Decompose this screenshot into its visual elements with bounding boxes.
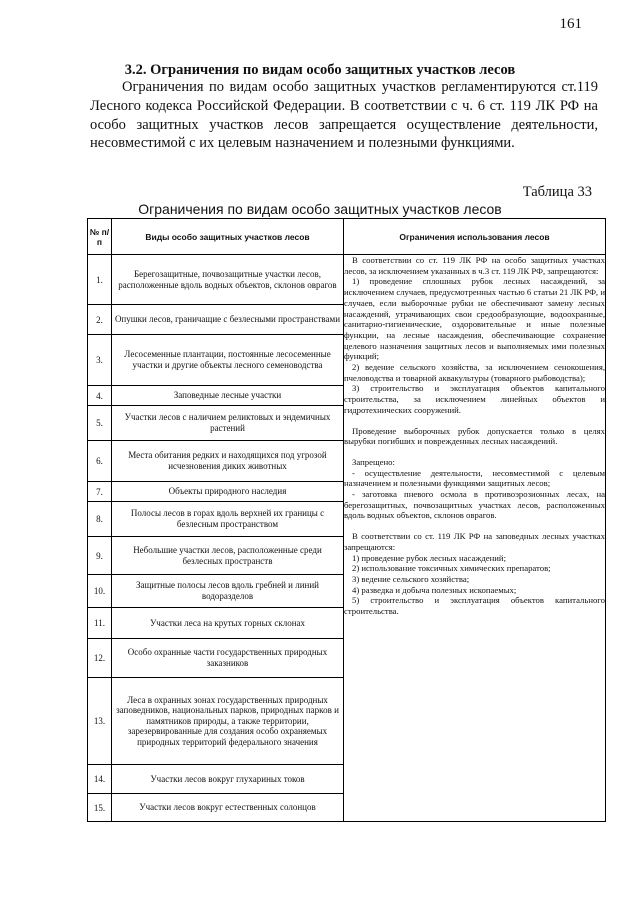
table-label: Таблица 33 bbox=[522, 184, 592, 200]
restriction-intro: В соответствии со ст. 119 ЛК РФ на особо защитных участках лесов, за исключением указанных в ч.3 ст. 119 ЛК РФ, запрещаются: bbox=[344, 255, 605, 276]
section-heading: 3.2. Ограничения по видам особо защитных участков лесов bbox=[124, 62, 516, 78]
restriction-block-reserved bbox=[344, 531, 605, 617]
restriction-block-prohibited bbox=[344, 457, 605, 521]
row-type: Участки лесов с наличием реликтовых и эндемичных растений bbox=[112, 406, 344, 441]
row-num: 13. bbox=[88, 678, 112, 765]
header-restriction: Ограничения использования лесов bbox=[344, 219, 606, 255]
row-type: Полосы лесов в горах вдоль верхней их границы с безлесным пространством bbox=[112, 502, 344, 537]
row-num: 3. bbox=[88, 335, 112, 386]
restriction-item: 2) использование токсичных химических препаратов; bbox=[352, 563, 551, 574]
row-type: Лесосеменные плантации, постоянные лесосеменные участки и другие объекты лесного семеноводства bbox=[112, 335, 344, 386]
table-title: Ограничения по видам особо защитных участков лесов bbox=[138, 201, 502, 217]
row-num: 8. bbox=[88, 502, 112, 537]
row-num: 6. bbox=[88, 441, 112, 482]
row-num: 1. bbox=[88, 255, 112, 305]
restriction-text: Проведение выборочных рубок допускается только в целях вырубки погибших и поврежденных лесных насаждений. bbox=[344, 425, 605, 447]
row-num: 4. bbox=[88, 386, 112, 406]
restrictions-table bbox=[87, 218, 606, 822]
restriction-intro: В соответствии со ст. 119 ЛК РФ на заповедных лесных участках запрещаются: bbox=[344, 531, 605, 552]
restriction-item: - осуществление деятельности, несовместимой с целевым назначением и полезными функциями защитных лесов; bbox=[344, 467, 605, 489]
page-number: 161 bbox=[559, 16, 582, 32]
row-type: Заповедные лесные участки bbox=[112, 386, 344, 406]
table-header-row bbox=[88, 219, 606, 255]
row-num: 7. bbox=[88, 482, 112, 502]
row-num: 15. bbox=[88, 794, 112, 822]
restriction-item: 1) проведение рубок лесных насаждений; bbox=[352, 552, 506, 563]
row-type: Особо охранные части государственных природных заказников bbox=[112, 639, 344, 678]
row-type: Берегозащитные, почвозащитные участки лесов, расположенные вдоль водных объектов, склонов оврагов bbox=[112, 255, 344, 305]
row-type: Места обитания редких и находящихся под угрозой исчезновения диких животных bbox=[112, 441, 344, 482]
row-type: Участки лесов вокруг естественных солонцов bbox=[112, 794, 344, 822]
row-num: 5. bbox=[88, 406, 112, 441]
restriction-item: - заготовка пневого осмола в противоэрозионных лесах, на берегозащитных, почвозащитных участках лесов, расположенных вдоль водных объектов, склонов оврагов. bbox=[344, 489, 605, 521]
row-num: 14. bbox=[88, 765, 112, 794]
row-num: 10. bbox=[88, 575, 112, 608]
restriction-item: 5) строительство и эксплуатация объектов капитального строительства. bbox=[344, 595, 605, 617]
restriction-intro: Запрещено: bbox=[352, 456, 395, 467]
intro-paragraph: Ограничения по видам особо защитных участков регламентируются ст.119 Лесного кодекса Российской Федерации. В соответствии с ч. 6 ст. 119 ЛК РФ на особо защитных участков лесов запрещается осуществление деятельности, несовместимой с их целевым назначением и полезными функциями. bbox=[90, 79, 598, 152]
header-type: Виды особо защитных участков лесов bbox=[112, 219, 344, 255]
restriction-item: 3) строительство и эксплуатация объектов капитального строительства, за исключением линейных объектов и гидротехнических сооружений. bbox=[344, 383, 605, 415]
header-num: № п/п bbox=[88, 219, 112, 255]
row-type: Небольшие участки лесов, расположенные среди безлесных пространств bbox=[112, 537, 344, 575]
table-row bbox=[88, 255, 606, 305]
restriction-block-selective-cutting bbox=[344, 426, 605, 447]
restriction-block-general bbox=[344, 255, 605, 416]
row-type: Защитные полосы лесов вдоль гребней и линий водоразделов bbox=[112, 575, 344, 608]
row-num: 12. bbox=[88, 639, 112, 678]
row-num: 11. bbox=[88, 608, 112, 639]
row-type: Леса в охранных зонах государственных природных заповедников, национальных парков, природных парков и памятников природы, а также территории, зарезервированные для создания особо охраняемых природных территорий федерального значения bbox=[112, 678, 344, 765]
row-type: Объекты природного наследия bbox=[112, 482, 344, 502]
row-type: Участки лесов вокруг глухариных токов bbox=[112, 765, 344, 794]
restriction-item: 2) ведение сельского хозяйства, за исключением сенокошения, пчеловодства и товарной аквакультуры (товарного рыбоводства); bbox=[344, 362, 605, 383]
restriction-item: 3) ведение сельского хозяйства; bbox=[352, 573, 470, 584]
row-num: 9. bbox=[88, 537, 112, 575]
restriction-item: 4) разведка и добыча полезных ископаемых; bbox=[352, 584, 517, 595]
row-num: 2. bbox=[88, 305, 112, 335]
restriction-item: 1) проведение сплошных рубок лесных насаждений, за исключением случаев, предусмотренных частью 6 статьи 21 ЛК РФ, и случаев, если выборочные рубки не обеспечивают замену лесных насаждений, утрачивающих свои средообразующие, водоохранные, санитарно-гигиенические, оздоровительные и иные полезные функции, на лесные насаждения, обеспечивающие сохранение целевого назначения защитных лесов и выполняемых ими полезных функций; bbox=[344, 276, 605, 362]
restrictions-cell bbox=[344, 255, 606, 822]
row-type: Опушки лесов, граничащие с безлесными пространствами bbox=[112, 305, 344, 335]
row-type: Участки леса на крутых горных склонах bbox=[112, 608, 344, 639]
